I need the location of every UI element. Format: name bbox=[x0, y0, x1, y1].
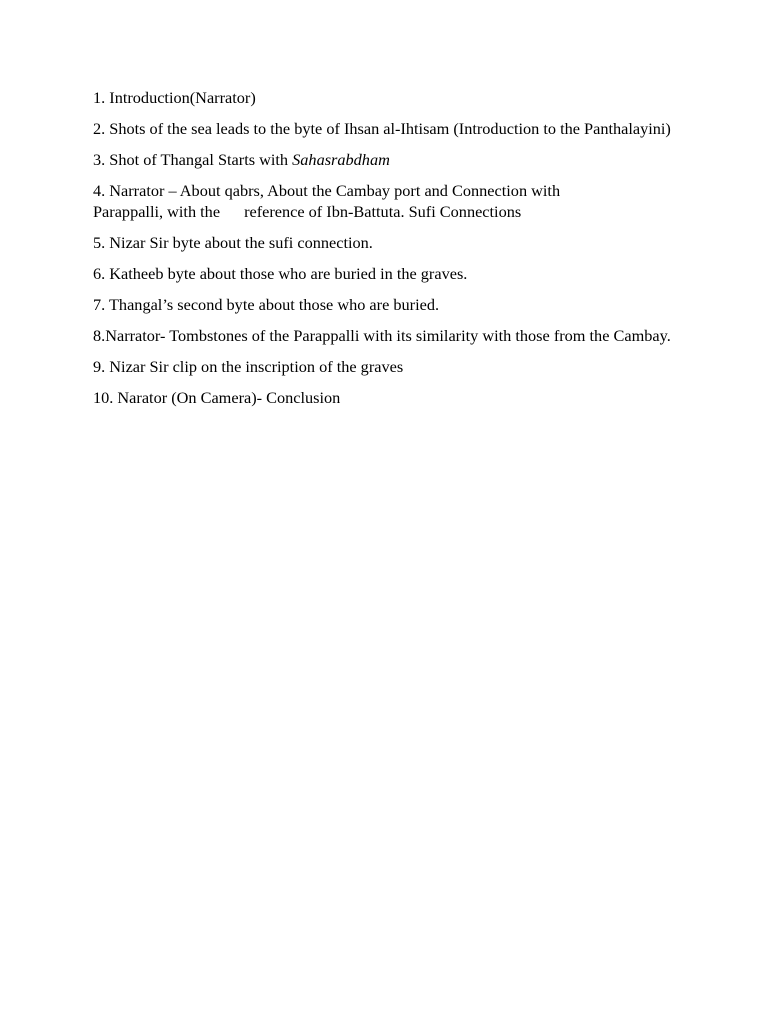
list-item-6-text: 6. Katheeb byte about those who are buried in the graves. bbox=[93, 264, 468, 283]
list-item-4 bbox=[93, 180, 683, 222]
list-item-1 bbox=[93, 87, 683, 108]
list-item-10 bbox=[93, 387, 683, 408]
list-item-6 bbox=[93, 263, 683, 284]
list-item-2 bbox=[93, 118, 683, 139]
list-item-5-text: 5. Nizar Sir byte about the sufi connection. bbox=[93, 233, 373, 252]
list-item-8-text: 8.Narrator- Tombstones of the Parappalli with its similarity with those from the Cambay. bbox=[93, 326, 671, 345]
list-item-4-line1: 4. Narrator – About qabrs, About the Cambay port and Connection with bbox=[93, 181, 561, 200]
list-item-9 bbox=[93, 356, 683, 377]
list-item-10-text: 10. Narator (On Camera)- Conclusion bbox=[93, 388, 341, 407]
list-item-3 bbox=[93, 149, 683, 170]
document-body bbox=[93, 87, 683, 418]
list-item-9-text: 9. Nizar Sir clip on the inscription of the graves bbox=[93, 357, 404, 376]
list-item-3-text: 3. Shot of Thangal Starts with bbox=[93, 150, 293, 169]
list-item-8 bbox=[93, 325, 683, 346]
list-item-4-line2-start: Parappalli, with the bbox=[93, 202, 221, 221]
list-item-1-text: 1. Introduction(Narrator) bbox=[93, 88, 256, 107]
list-item-3-italic-term: Sahasrabdham bbox=[292, 150, 390, 169]
list-item-2-text: 2. Shots of the sea leads to the byte of Ihsan al-Ihtisam (Introduction to the Panthalayini) bbox=[93, 119, 671, 138]
list-item-5 bbox=[93, 232, 683, 253]
list-item-4-line2-end: reference of Ibn-Battuta. Sufi Connections bbox=[244, 202, 522, 221]
list-item-7-text: 7. Thangal’s second byte about those who are buried. bbox=[93, 295, 440, 314]
list-item-7 bbox=[93, 294, 683, 315]
